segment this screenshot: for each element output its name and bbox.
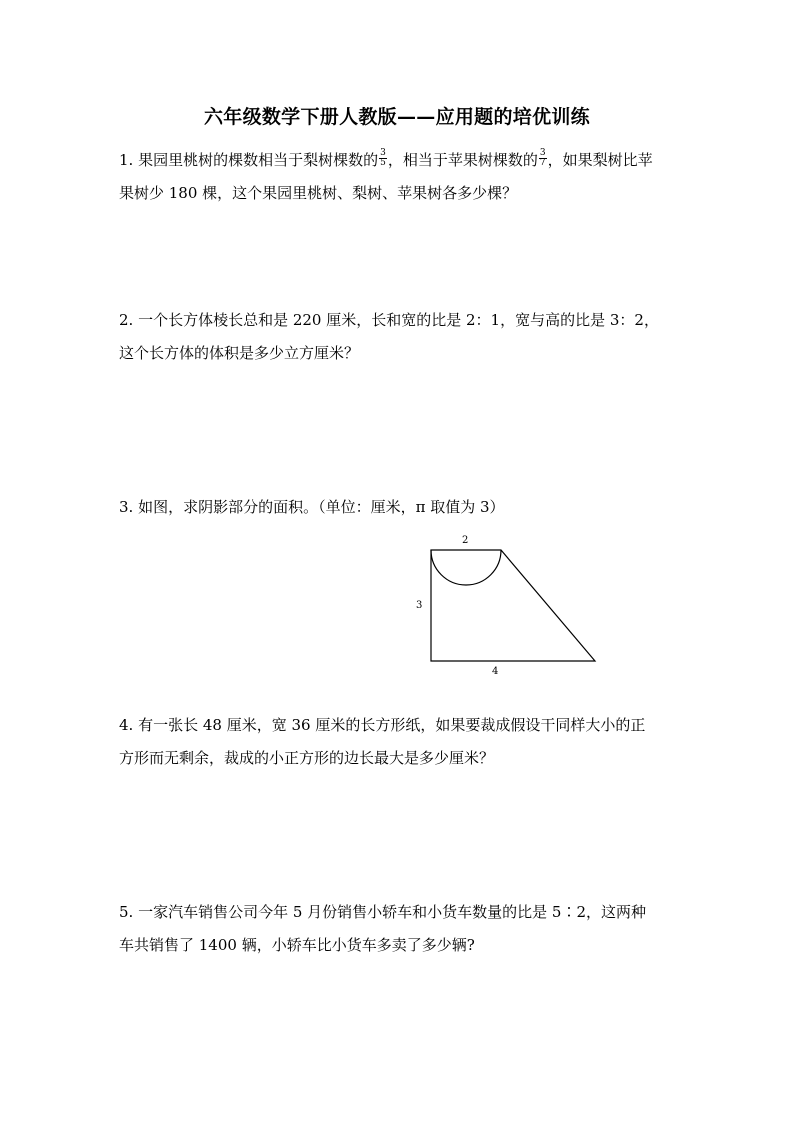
question-3-line-1: 3. 如图，求阴影部分的面积。（单位：厘米，π 取值为 3） bbox=[119, 498, 505, 516]
question-4-line-2: 方形而无剩余，裁成的小正方形的边长最大是多少厘米？ bbox=[119, 749, 495, 767]
page-title: 六年级数学下册人教版——应用题的培优训练 bbox=[203, 106, 590, 128]
label-bottom: 4 bbox=[492, 666, 499, 677]
question-3 bbox=[119, 491, 679, 524]
fraction-numerator: 3 bbox=[539, 147, 546, 158]
question-1-line-2: 果树少 180 棵，这个果园里桃树、梨树、苹果树各多少棵？ bbox=[119, 184, 518, 202]
fraction-numerator: 3 bbox=[380, 147, 386, 158]
label-left: 3 bbox=[416, 600, 423, 611]
fraction-3-5 bbox=[379, 149, 387, 168]
question-5-line-2: 车共销售了 1400 辆，小轿车比小货车多卖了多少辆? bbox=[119, 936, 475, 954]
trapezoid-outline bbox=[431, 550, 595, 661]
fraction-denominator: 5 bbox=[380, 157, 386, 168]
question-1 bbox=[119, 144, 679, 210]
question-3-figure bbox=[405, 528, 605, 682]
label-top: 2 bbox=[462, 535, 469, 546]
trapezoid-semicircle-diagram bbox=[405, 528, 605, 678]
fraction-3-7 bbox=[539, 149, 547, 168]
question-1-text-a: 1. 果园里桃树的棵数相当于梨树棵数的 bbox=[119, 151, 379, 169]
question-1-line-1 bbox=[119, 144, 679, 177]
question-2-line-1: 2. 一个长方体棱长总和是 220 厘米，长和宽的比是 2：1，宽与高的比是 3：2， bbox=[119, 311, 659, 329]
question-1-text-c: ，如果梨树比苹 bbox=[547, 151, 653, 169]
question-5-line-1: 5. 一家汽车销售公司今年 5 月份销售小轿车和小货车数量的比是 5∶2，这两种 bbox=[119, 903, 647, 921]
question-4 bbox=[119, 709, 679, 775]
question-4-line-1: 4. 有一张长 48 厘米，宽 36 厘米的长方形纸，如果要裁成假设干同样大小的正 bbox=[119, 716, 646, 734]
question-5 bbox=[119, 896, 679, 962]
question-1-text-b: ，相当于苹果树棵数的 bbox=[387, 151, 538, 169]
fraction-denominator: 7 bbox=[539, 157, 546, 168]
question-2-line-2: 这个长方体的体积是多少立方厘米？ bbox=[119, 344, 360, 362]
question-2 bbox=[119, 304, 679, 370]
semicircle-arc bbox=[431, 550, 501, 585]
